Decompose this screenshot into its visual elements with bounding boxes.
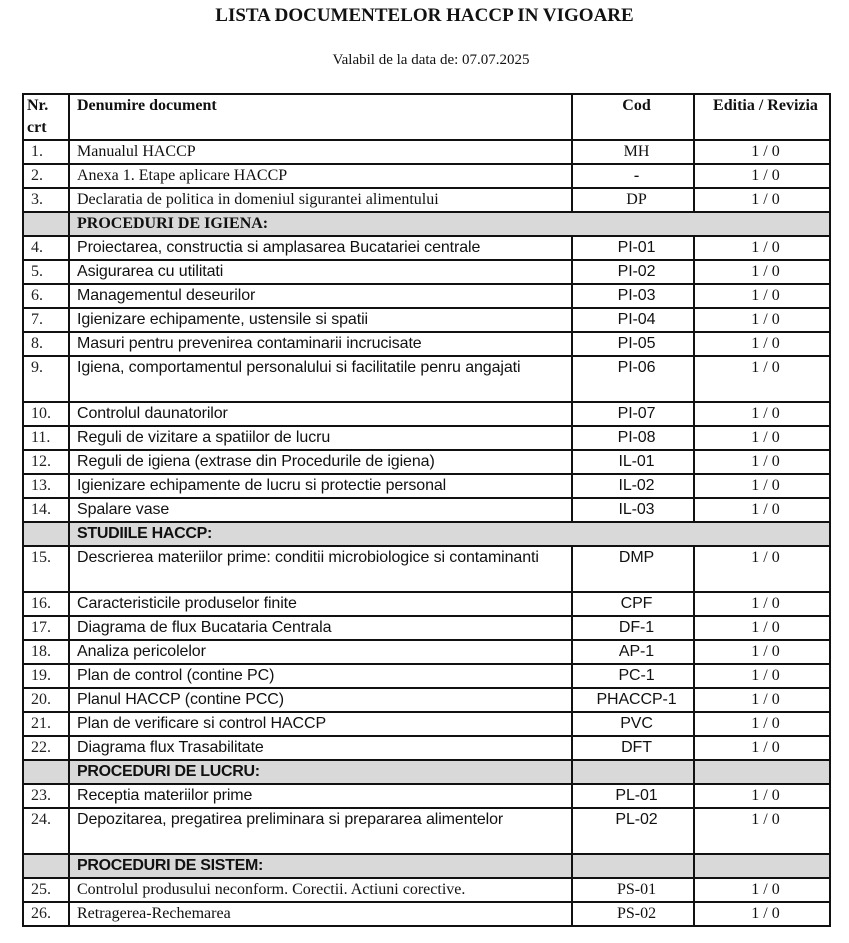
row-name: Planul HACCP (contine PCC): [69, 688, 572, 712]
row-name: Controlul produsului neconform. Corectii. Actiuni corective.: [69, 878, 572, 902]
row-code: DF-1: [572, 616, 694, 640]
row-nr: 9.: [23, 356, 69, 402]
row-name: Spalare vase: [69, 498, 572, 522]
row-nr: 12.: [23, 450, 69, 474]
row-code: MH: [572, 140, 694, 164]
row-name: Asigurarea cu utilitati: [69, 260, 572, 284]
row-nr: 7.: [23, 308, 69, 332]
section-empty-cell: [572, 854, 694, 878]
row-code: DP: [572, 188, 694, 212]
row-name: Igiena, comportamentul personalului si facilitatile penru angajati: [69, 356, 572, 402]
row-edition: 1 / 0: [694, 664, 830, 688]
row-code: PI-04: [572, 308, 694, 332]
table-row: [23, 356, 830, 402]
row-nr: 10.: [23, 402, 69, 426]
row-name: Depozitarea, pregatirea preliminara si prepararea alimentelor: [69, 808, 572, 854]
table-row: [23, 592, 830, 616]
section-empty-cell: [23, 212, 69, 236]
row-code: -: [572, 164, 694, 188]
section-title: STUDIILE HACCP:: [69, 522, 830, 546]
row-code: PI-01: [572, 236, 694, 260]
section-row-sistem: [23, 854, 830, 878]
row-nr: 2.: [23, 164, 69, 188]
table-row: [23, 426, 830, 450]
row-code: CPF: [572, 592, 694, 616]
table-header-row: [23, 94, 830, 140]
section-title: PROCEDURI DE IGIENA:: [69, 212, 830, 236]
section-empty-cell: [694, 760, 830, 784]
table-row: [23, 736, 830, 760]
row-name: Diagrama flux Trasabilitate: [69, 736, 572, 760]
row-edition: 1 / 0: [694, 592, 830, 616]
row-nr: 15.: [23, 546, 69, 592]
table-row: [23, 640, 830, 664]
row-name: Manualul HACCP: [69, 140, 572, 164]
row-nr: 5.: [23, 260, 69, 284]
row-name: Reguli de igiena (extrase din Procedurile de igiena): [69, 450, 572, 474]
row-edition: 1 / 0: [694, 188, 830, 212]
row-edition: 1 / 0: [694, 474, 830, 498]
row-name: Receptia materiilor prime: [69, 784, 572, 808]
row-code: PS-02: [572, 902, 694, 926]
row-name: Plan de control (contine PC): [69, 664, 572, 688]
table-row: [23, 474, 830, 498]
table-row: [23, 402, 830, 426]
table-row: [23, 688, 830, 712]
row-edition: 1 / 0: [694, 402, 830, 426]
row-code: PL-01: [572, 784, 694, 808]
row-edition: 1 / 0: [694, 808, 830, 854]
row-edition: 1 / 0: [694, 140, 830, 164]
row-edition: 1 / 0: [694, 902, 830, 926]
row-name: Plan de verificare si control HACCP: [69, 712, 572, 736]
row-name: Masuri pentru prevenirea contaminarii incrucisate: [69, 332, 572, 356]
row-code: PI-07: [572, 402, 694, 426]
row-edition: 1 / 0: [694, 356, 830, 402]
row-nr: 21.: [23, 712, 69, 736]
table-row: [23, 712, 830, 736]
section-empty-cell: [23, 760, 69, 784]
table-row: [23, 808, 830, 854]
table-row: [23, 616, 830, 640]
row-edition: 1 / 0: [694, 498, 830, 522]
row-code: PVC: [572, 712, 694, 736]
table-row: [23, 284, 830, 308]
table-row: [23, 164, 830, 188]
table-row: [23, 332, 830, 356]
row-code: DMP: [572, 546, 694, 592]
row-nr: 17.: [23, 616, 69, 640]
row-code: PS-01: [572, 878, 694, 902]
row-edition: 1 / 0: [694, 878, 830, 902]
row-nr: 26.: [23, 902, 69, 926]
section-row-lucru: [23, 760, 830, 784]
row-nr: 23.: [23, 784, 69, 808]
table-row: [23, 498, 830, 522]
section-title: PROCEDURI DE SISTEM:: [69, 854, 572, 878]
row-name: Managementul deseurilor: [69, 284, 572, 308]
table-row: [23, 784, 830, 808]
table-row: [23, 140, 830, 164]
header-nr: Nr. crt: [23, 94, 69, 140]
row-code: IL-01: [572, 450, 694, 474]
row-nr: 16.: [23, 592, 69, 616]
row-edition: 1 / 0: [694, 450, 830, 474]
row-edition: 1 / 0: [694, 736, 830, 760]
row-code: PI-06: [572, 356, 694, 402]
row-name: Proiectarea, constructia si amplasarea Bucatariei centrale: [69, 236, 572, 260]
table-row: [23, 308, 830, 332]
row-name: Controlul daunatorilor: [69, 402, 572, 426]
row-nr: 18.: [23, 640, 69, 664]
row-edition: 1 / 0: [694, 640, 830, 664]
row-name: Igienizare echipamente de lucru si protectie personal: [69, 474, 572, 498]
header-edition: Editia / Revizia: [694, 94, 830, 140]
table-row: [23, 450, 830, 474]
row-edition: 1 / 0: [694, 784, 830, 808]
row-edition: 1 / 0: [694, 332, 830, 356]
row-code: PC-1: [572, 664, 694, 688]
row-name: Diagrama de flux Bucataria Centrala: [69, 616, 572, 640]
table-row: [23, 546, 830, 592]
row-edition: 1 / 0: [694, 616, 830, 640]
section-title: PROCEDURI DE LUCRU:: [69, 760, 572, 784]
table-row: [23, 236, 830, 260]
row-nr: 3.: [23, 188, 69, 212]
table-row: [23, 902, 830, 926]
section-row-igiena: [23, 212, 830, 236]
row-name: Reguli de vizitare a spatiilor de lucru: [69, 426, 572, 450]
row-code: AP-1: [572, 640, 694, 664]
table-row: [23, 260, 830, 284]
row-code: IL-03: [572, 498, 694, 522]
validity-date: Valabil de la data de: 07.07.2025: [332, 52, 530, 68]
row-edition: 1 / 0: [694, 308, 830, 332]
row-code: PI-03: [572, 284, 694, 308]
row-nr: 25.: [23, 878, 69, 902]
documents-table: [22, 93, 831, 927]
row-nr: 6.: [23, 284, 69, 308]
row-name: Anexa 1. Etape aplicare HACCP: [69, 164, 572, 188]
row-nr: 8.: [23, 332, 69, 356]
row-nr: 1.: [23, 140, 69, 164]
section-row-studii: [23, 522, 830, 546]
row-code: PI-05: [572, 332, 694, 356]
row-nr: 11.: [23, 426, 69, 450]
document-title: LISTA DOCUMENTELOR HACCP IN VIGOARE: [215, 5, 634, 26]
row-code: DFT: [572, 736, 694, 760]
row-edition: 1 / 0: [694, 426, 830, 450]
section-empty-cell: [23, 854, 69, 878]
row-edition: 1 / 0: [694, 260, 830, 284]
row-edition: 1 / 0: [694, 164, 830, 188]
section-empty-cell: [572, 760, 694, 784]
row-nr: 19.: [23, 664, 69, 688]
row-edition: 1 / 0: [694, 712, 830, 736]
row-code: PHACCP-1: [572, 688, 694, 712]
row-edition: 1 / 0: [694, 284, 830, 308]
row-nr: 20.: [23, 688, 69, 712]
header-name: Denumire document: [69, 94, 572, 140]
row-edition: 1 / 0: [694, 688, 830, 712]
row-code: IL-02: [572, 474, 694, 498]
row-nr: 14.: [23, 498, 69, 522]
row-name: Analiza pericolelor: [69, 640, 572, 664]
row-code: PI-02: [572, 260, 694, 284]
row-nr: 13.: [23, 474, 69, 498]
row-code: PL-02: [572, 808, 694, 854]
row-nr: 24.: [23, 808, 69, 854]
row-name: Descrierea materiilor prime: conditii microbiologice si contaminanti: [69, 546, 572, 592]
row-name: Igienizare echipamente, ustensile si spatii: [69, 308, 572, 332]
table-row: [23, 188, 830, 212]
row-nr: 22.: [23, 736, 69, 760]
row-name: Declaratia de politica in domeniul sigurantei alimentului: [69, 188, 572, 212]
row-name: Caracteristicile produselor finite: [69, 592, 572, 616]
row-name: Retragerea-Rechemarea: [69, 902, 572, 926]
section-empty-cell: [23, 522, 69, 546]
section-empty-cell: [694, 854, 830, 878]
row-edition: 1 / 0: [694, 236, 830, 260]
row-code: PI-08: [572, 426, 694, 450]
row-nr: 4.: [23, 236, 69, 260]
row-edition: 1 / 0: [694, 546, 830, 592]
table-row: [23, 664, 830, 688]
header-code: Cod: [572, 94, 694, 140]
table-row: [23, 878, 830, 902]
